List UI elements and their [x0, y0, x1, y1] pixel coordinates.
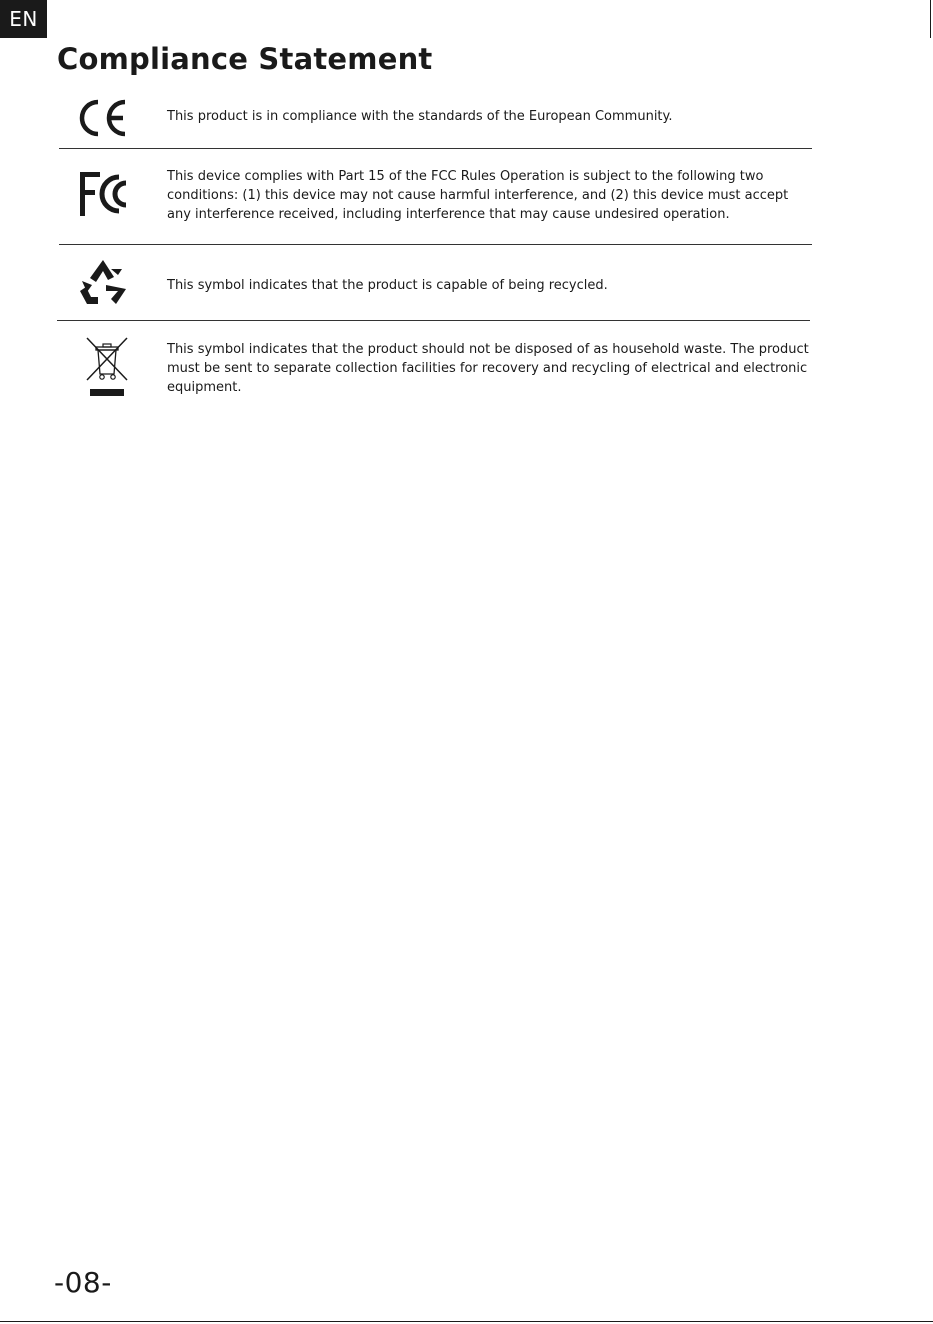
- row-divider: [59, 148, 812, 149]
- row-divider: [57, 320, 810, 321]
- page-title: Compliance Statement: [57, 42, 433, 76]
- weee-statement: This symbol indicates that the product should not be disposed of as household waste. The product must be sent to separate collection facilities for recovery and recycling of electrical and electronic equipment.: [167, 342, 809, 395]
- ce-statement: This product is in compliance with the standards of the European Community.: [167, 109, 673, 124]
- page-number: -08-: [54, 1266, 112, 1299]
- row-divider: [59, 244, 812, 245]
- crop-mark: [930, 0, 931, 38]
- fcc-logo-icon: [79, 171, 135, 217]
- ce-mark-icon: [74, 98, 128, 138]
- recycle-statement: This symbol indicates that the product is capable of being recycled.: [167, 278, 608, 293]
- language-tab: EN: [0, 0, 47, 38]
- weee-crossed-bin-icon: [84, 336, 130, 398]
- bottom-divider: [0, 1321, 933, 1322]
- recycle-icon: [78, 259, 128, 305]
- fcc-statement: This device complies with Part 15 of the FCC Rules Operation is subject to the following two conditions: (1) this device may not cause harmful interference, and (2) this device must accept any interference received, including interference that may cause undesired operation.: [167, 169, 789, 222]
